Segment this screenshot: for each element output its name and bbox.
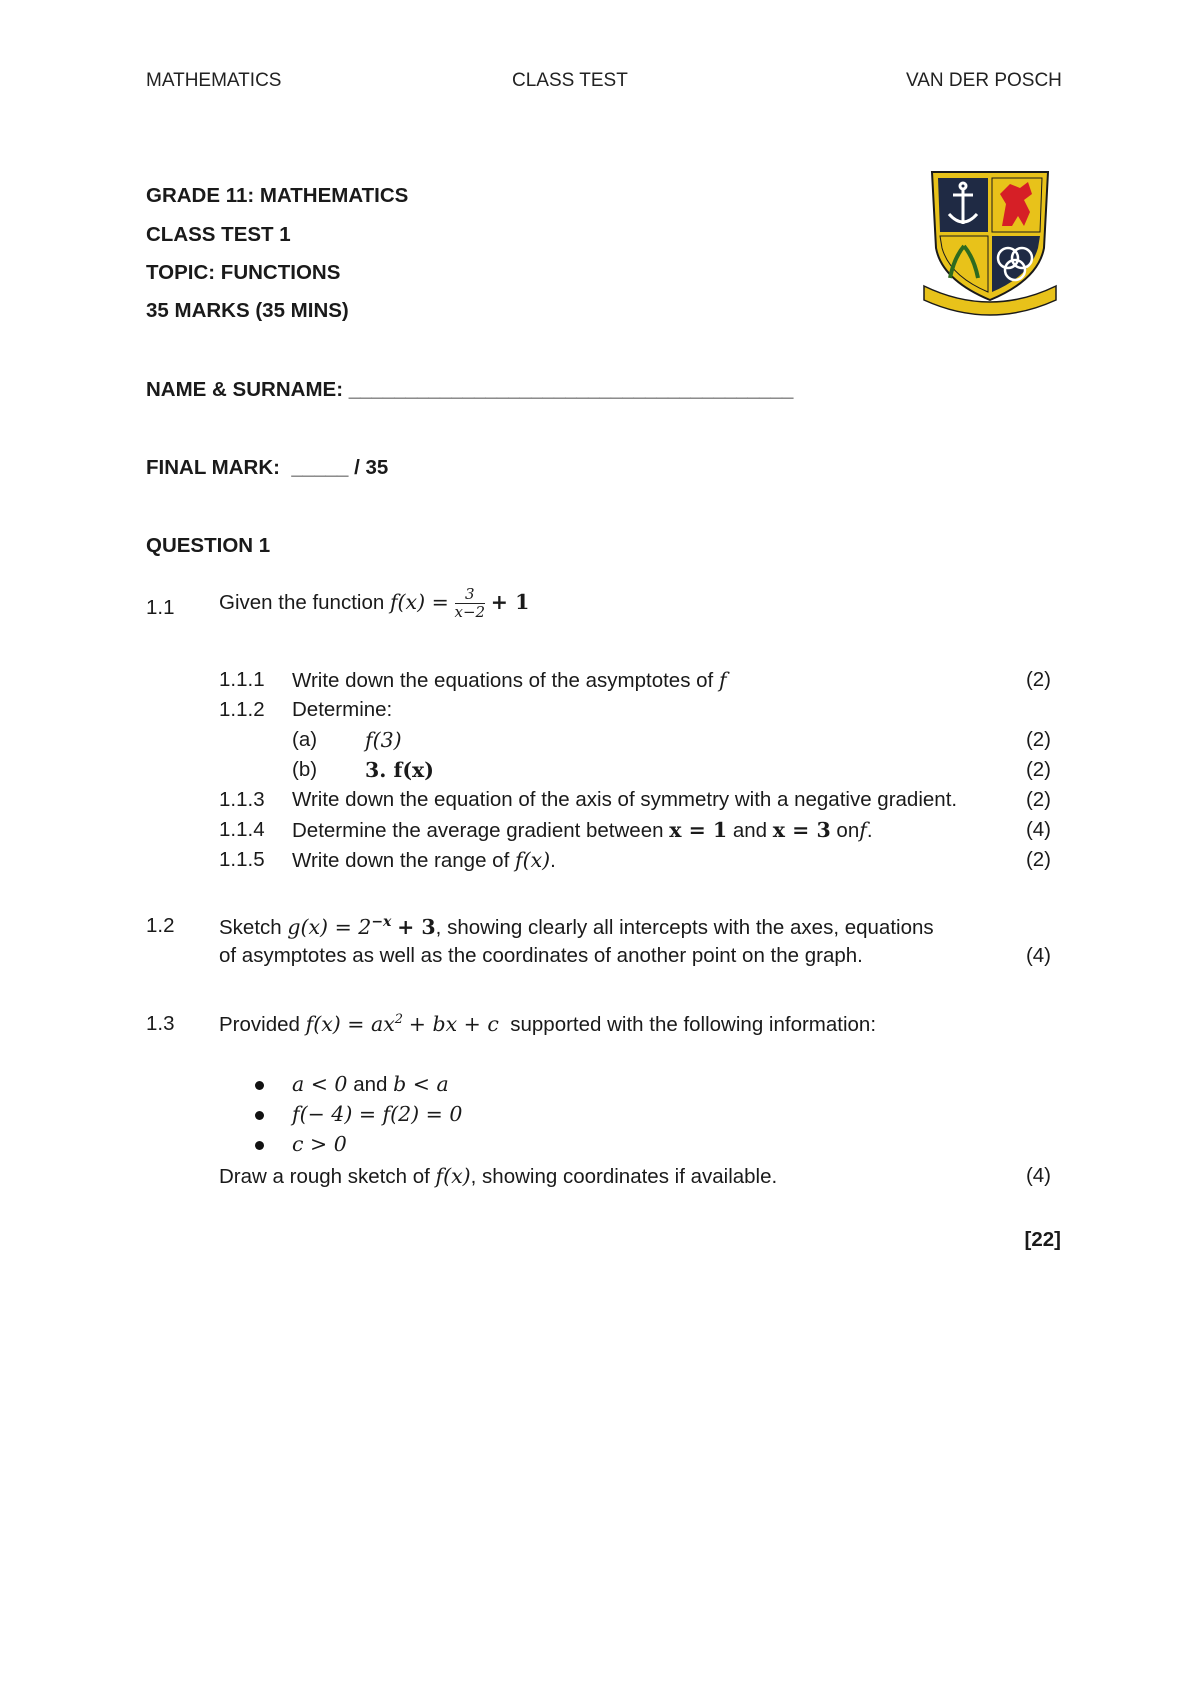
marks-title: 35 MARKS (35 MINS) — [146, 299, 349, 322]
test-title: CLASS TEST 1 — [146, 223, 291, 246]
q1-1-fraction — [455, 586, 486, 621]
q1-1-2-text: Determine: — [292, 698, 393, 721]
q1-3-math-b: + bx + c — [408, 1012, 499, 1036]
q1-1-4-text — [292, 818, 873, 843]
q1-1-4-and: and — [732, 819, 768, 842]
q1-3-rest: supported with the following information: — [510, 1013, 877, 1036]
q1-3-math-a: f(x) = ax — [305, 1012, 395, 1036]
name-field — [146, 378, 793, 402]
final-mark-total: / 35 — [354, 456, 389, 479]
q1-1-5-math: f(x) — [514, 848, 551, 872]
q1-1-1-text — [292, 668, 727, 693]
q1-1-4-on: on — [836, 819, 860, 842]
q1-1-4-mark: (4) — [1025, 818, 1051, 841]
q1-2-exponent: −x — [371, 914, 392, 930]
q1-3-draw-rest: , showing coordinates if available. — [470, 1165, 778, 1188]
q1-3-draw-math: f(x) — [435, 1164, 471, 1188]
q1-3-draw-text — [219, 1164, 777, 1189]
q1-3-number: 1.3 — [146, 1012, 175, 1035]
q1-1-1-label: Write down the equations of the asymptotes of — [292, 669, 714, 692]
header-left: MATHEMATICS — [146, 70, 282, 91]
q1-1-number: 1.1 — [146, 596, 175, 619]
q1-3-exponent: 2 — [394, 1012, 404, 1028]
q1-1-4-period: . — [866, 819, 873, 842]
q1-1-5-number: 1.1.5 — [219, 848, 265, 871]
question-heading: QUESTION 1 — [146, 534, 271, 557]
q1-1-statement — [219, 586, 529, 621]
q1-1-1-math: f — [718, 668, 727, 692]
bullet-1-math-a: a < 0 — [292, 1072, 348, 1096]
grade-title: GRADE 11: MATHEMATICS — [146, 184, 409, 207]
header-center: CLASS TEST — [512, 70, 628, 91]
q1-1-3-text: Write down the equation of the axis of symmetry with a negative gradient. — [292, 788, 958, 811]
q1-1-1-mark: (2) — [1025, 668, 1051, 691]
q1-1-4-number: 1.1.4 — [219, 818, 265, 841]
q1-1-4-math-b: x = 3 — [772, 818, 831, 842]
name-label: NAME & SURNAME: — [146, 378, 344, 401]
q1-1-rhs: + 1 — [490, 589, 530, 614]
q1-1-4-math-c: f — [859, 818, 867, 842]
final-mark-field — [146, 456, 388, 480]
q1-1-1-number: 1.1.1 — [219, 668, 265, 691]
q1-2-math-a: g(x) = 2 — [287, 914, 372, 939]
name-blank: _______________________________________ — [348, 378, 794, 401]
q1-2-rest: , showing clearly all intercepts with the axes, equations — [435, 915, 934, 939]
q1-1-5-period: . — [550, 849, 556, 872]
q1-2-mark: (4) — [1025, 944, 1051, 967]
q1-1-2a-math: f(3) — [365, 728, 402, 752]
q1-1-2b-math: 3. f(x) — [365, 758, 434, 782]
bullet-dot — [255, 1141, 264, 1150]
header-right: VAN DER POSCH — [906, 70, 1062, 91]
q1-1-2a-number: (a) — [292, 728, 318, 751]
q1-3-mark: (4) — [1025, 1164, 1051, 1187]
final-mark-blank: _____ — [291, 456, 349, 479]
q1-1-5-mark: (2) — [1025, 848, 1051, 871]
school-crest-logo — [920, 168, 1060, 318]
q1-2-text — [219, 914, 934, 940]
question-total: [22] — [1024, 1228, 1061, 1251]
bullet-1 — [292, 1072, 449, 1097]
q1-2-label: Sketch — [219, 915, 282, 939]
q1-1-text: Given the function — [219, 590, 385, 614]
q1-1-4-math-a: x = 1 — [669, 818, 728, 842]
q1-1-2-number: 1.1.2 — [219, 698, 265, 721]
final-mark-label: FINAL MARK: — [146, 456, 280, 479]
q1-1-2b-mark: (2) — [1025, 758, 1051, 781]
q1-3-label: Provided — [219, 1013, 300, 1036]
bullet-dot — [255, 1081, 264, 1090]
frac-denominator: x−2 — [454, 603, 486, 621]
bullet-1-math-b: b < a — [393, 1072, 449, 1096]
q1-2-number: 1.2 — [146, 914, 175, 937]
q1-1-4-label: Determine the average gradient between — [292, 819, 664, 842]
q1-1-3-mark: (2) — [1025, 788, 1051, 811]
q1-3-text — [219, 1012, 876, 1037]
q1-3-draw-label: Draw a rough sketch of — [219, 1165, 430, 1188]
q1-2-math-b: + 3 — [397, 914, 436, 939]
bullet-3: c > 0 — [292, 1132, 347, 1156]
frac-numerator: 3 — [455, 586, 486, 604]
bullet-dot — [255, 1111, 264, 1120]
q1-1-lhs: f(x) = — [389, 589, 449, 614]
bullet-1-and: and — [353, 1073, 388, 1096]
q1-1-5-text — [292, 848, 556, 873]
q1-1-2a-mark: (2) — [1025, 728, 1051, 751]
q1-2-line2: of asymptotes as well as the coordinates of another point on the graph. — [219, 944, 863, 967]
q1-1-2b-number: (b) — [292, 758, 318, 781]
q1-1-5-label: Write down the range of — [292, 849, 510, 872]
q1-1-3-number: 1.1.3 — [219, 788, 265, 811]
bullet-2: f(− 4) = f(2) = 0 — [292, 1102, 463, 1126]
topic-title: TOPIC: FUNCTIONS — [146, 261, 341, 284]
